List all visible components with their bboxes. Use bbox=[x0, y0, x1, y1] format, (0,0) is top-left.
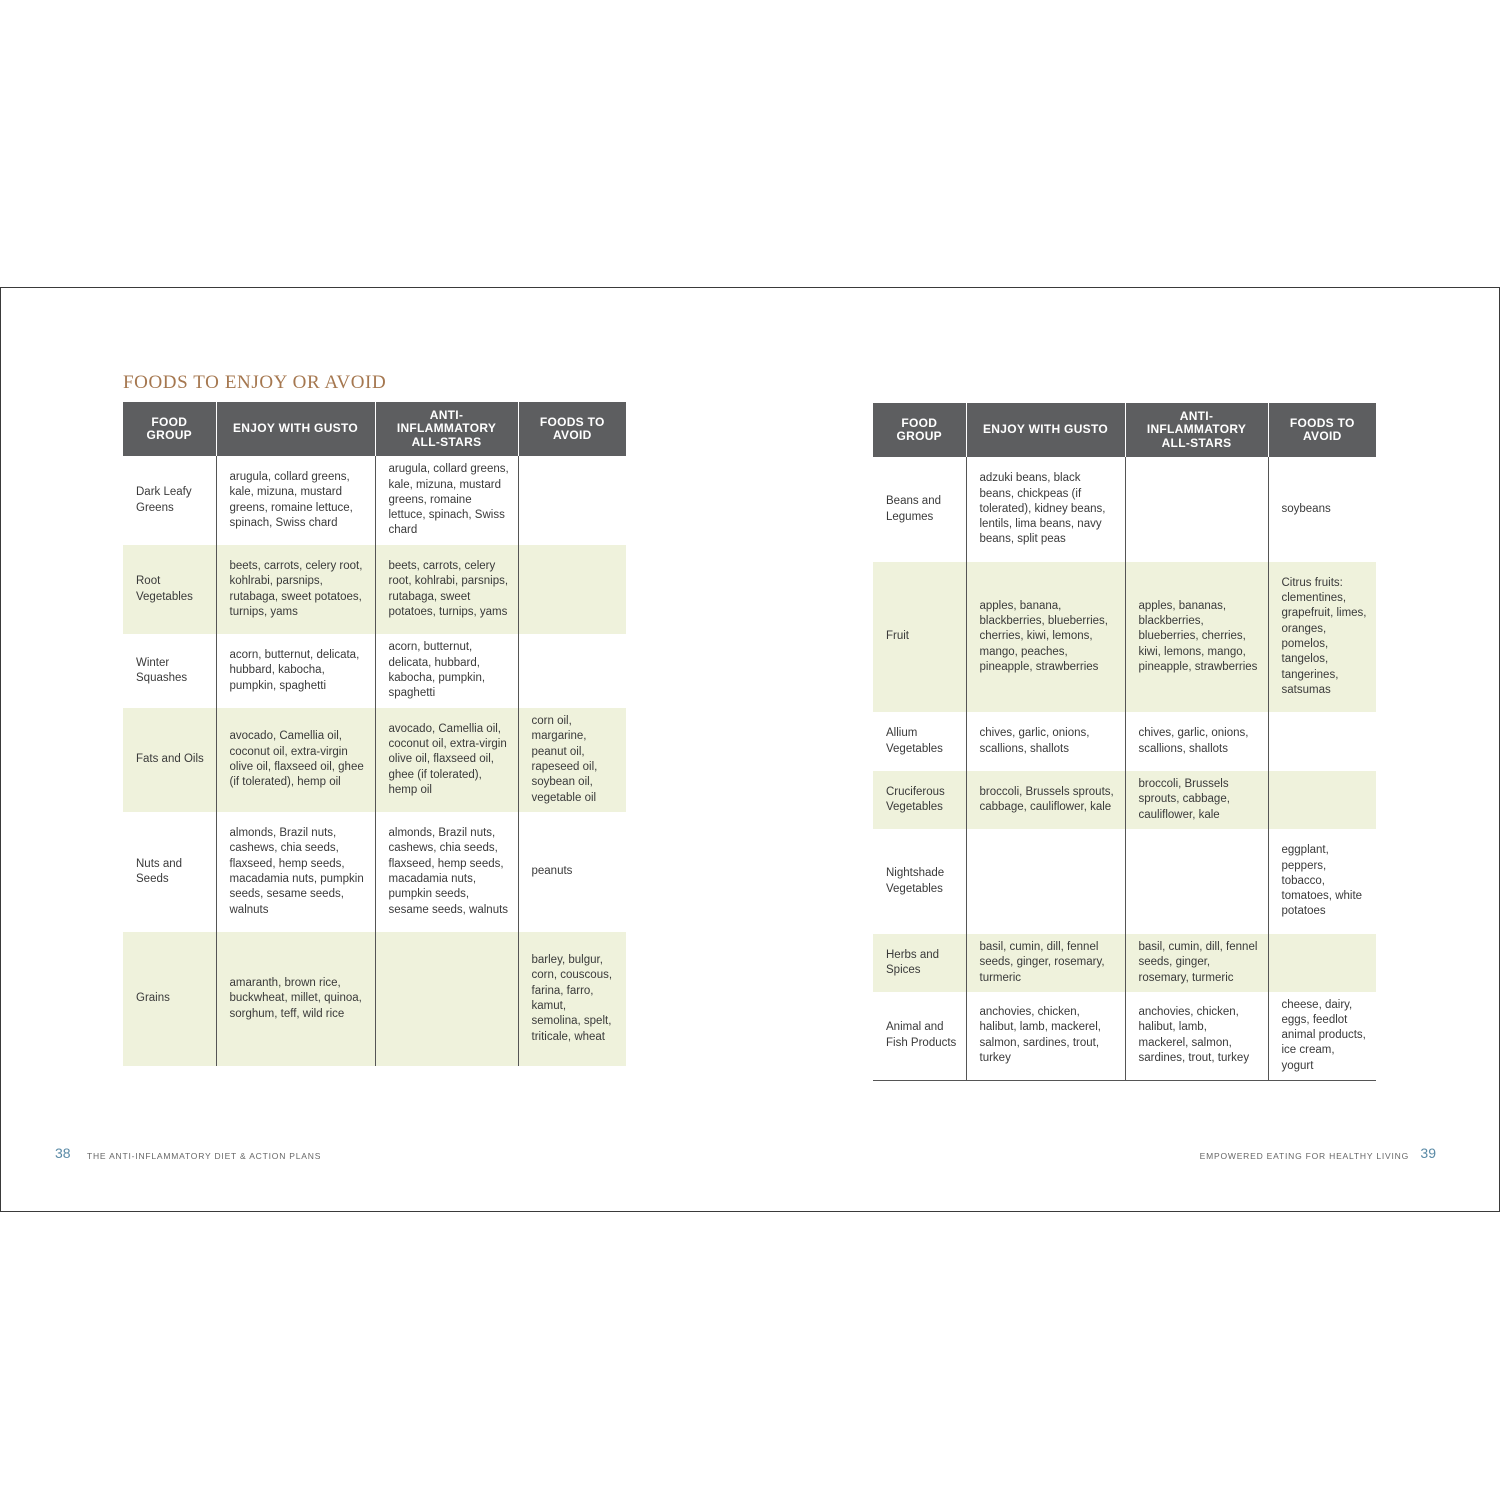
food-group-cell: Fats and Oils bbox=[123, 708, 216, 812]
food-group-cell: Beans and Legumes bbox=[886, 495, 941, 523]
enjoy-cell: almonds, Brazil nuts, cashews, chia seeds, flaxseed, hemp seeds, macadamia nuts, pumpkin seeds, sesame seeds, walnuts bbox=[216, 812, 375, 932]
allstars-cell: beets, carrots, celery root, kohlrabi, parsnips, rutabaga, sweet potatoes, turnips, yams bbox=[375, 545, 518, 634]
avoid-cell bbox=[1268, 712, 1376, 771]
allstars-cell: broccoli, Brussels sprouts, cabbage, cauliflower, kale bbox=[1125, 771, 1268, 829]
avoid-cell bbox=[1268, 934, 1376, 992]
food-group-cell: Herbs and Spices bbox=[873, 934, 966, 992]
page-number-left: 38 bbox=[55, 1145, 71, 1161]
food-group-cell: Cruciferous Vegetables bbox=[873, 771, 966, 829]
enjoy-cell: adzuki beans, black beans, chickpeas (if tolerated), kidney beans, lentils, lima beans, navy beans, split peas bbox=[966, 457, 1125, 562]
food-group-cell: Allium Vegetables bbox=[886, 727, 943, 755]
enjoy-cell: chives, garlic, onions, scallions, shallots bbox=[966, 712, 1125, 771]
enjoy-cell: arugula, collard greens, kale, mizuna, mustard greens, romaine lettuce, spinach, Swiss chard bbox=[216, 456, 375, 545]
header-food-group: FOOD GROUP bbox=[123, 402, 216, 456]
table-row bbox=[873, 934, 1376, 992]
avoid-cell bbox=[518, 545, 626, 634]
avoid-cell: peanuts bbox=[518, 812, 626, 932]
allstars-cell: avocado, Camellia oil, coconut oil, extra-virgin olive oil, flaxseed oil, ghee (if tolerated), hemp oil bbox=[375, 708, 518, 812]
table-header-row bbox=[123, 402, 626, 456]
avoid-cell bbox=[1268, 771, 1376, 829]
table-row bbox=[873, 829, 1376, 934]
avoid-cell bbox=[518, 456, 626, 545]
header-avoid: FOODS TO AVOID bbox=[1268, 403, 1376, 457]
allstars-cell: anchovies, chicken, halibut, lamb, mackerel, salmon, sardines, trout, turkey bbox=[1125, 992, 1268, 1080]
enjoy-cell: apples, banana, blackberries, blueberries, cherries, kiwi, lemons, mango, peaches, pineapple, strawberries bbox=[966, 562, 1125, 712]
avoid-cell bbox=[518, 634, 626, 708]
enjoy-cell: amaranth, brown rice, buckwheat, millet, quinoa, sorghum, teff, wild rice bbox=[216, 932, 375, 1066]
allstars-cell bbox=[375, 932, 518, 1066]
food-group-cell: Fruit bbox=[873, 562, 966, 712]
enjoy-cell: beets, carrots, celery root, kohlrabi, parsnips, rutabaga, sweet potatoes, turnips, yams bbox=[216, 545, 375, 634]
enjoy-cell bbox=[966, 829, 1125, 934]
header-food-group: FOOD GROUP bbox=[873, 403, 966, 457]
allstars-cell: acorn, butternut, delicata, hubbard, kabocha, pumpkin, spaghetti bbox=[375, 634, 518, 708]
food-group-cell: Animal and Fish Products bbox=[886, 1021, 957, 1049]
food-group-cell: Winter Squashes bbox=[136, 656, 188, 684]
table-header-row bbox=[873, 403, 1376, 457]
food-group-cell: Nuts and Seeds bbox=[136, 857, 183, 885]
food-group-cell: Nightshade Vegetables bbox=[886, 867, 945, 895]
table-row bbox=[123, 812, 626, 932]
allstars-cell: basil, cumin, dill, fennel seeds, ginger, rosemary, turmeric bbox=[1125, 934, 1268, 992]
allstars-cell: arugula, collard greens, kale, mizuna, mustard greens, romaine lettuce, spinach, Swiss chard bbox=[375, 456, 518, 545]
header-allstars: ANTI-INFLAMMATORY ALL-STARS bbox=[1125, 403, 1268, 457]
running-footer-right: EMPOWERED EATING FOR HEALTHY LIVING bbox=[1199, 1151, 1409, 1161]
table-row bbox=[123, 456, 626, 545]
enjoy-cell: basil, cumin, dill, fennel seeds, ginger, rosemary, turmeric bbox=[966, 934, 1125, 992]
food-group-cell: Grains bbox=[123, 932, 216, 1066]
table-row bbox=[123, 708, 626, 812]
allstars-cell: apples, bananas, blackberries, blueberries, cherries, kiwi, lemons, mango, pineapple, strawberries bbox=[1125, 562, 1268, 712]
table-row bbox=[873, 771, 1376, 829]
food-group-cell: Root Vegetables bbox=[123, 545, 216, 634]
enjoy-cell: acorn, butternut, delicata, hubbard, kabocha, pumpkin, spaghetti bbox=[216, 634, 375, 708]
header-enjoy: ENJOY WITH GUSTO bbox=[966, 403, 1125, 457]
table-row bbox=[123, 634, 626, 708]
running-footer-left: THE ANTI-INFLAMMATORY DIET & ACTION PLANS bbox=[87, 1151, 322, 1161]
table-row bbox=[873, 457, 1376, 562]
table-row bbox=[873, 562, 1376, 712]
allstars-cell: chives, garlic, onions, scallions, shallots bbox=[1125, 712, 1268, 771]
foods-table-right bbox=[873, 403, 1376, 1081]
allstars-cell bbox=[1125, 829, 1268, 934]
food-group-cell: Dark Leafy Greens bbox=[136, 486, 192, 514]
table-row bbox=[873, 712, 1376, 771]
avoid-cell: Citrus fruits: clementines, grapefruit, limes, oranges, pomelos, tangelos, tangerines, satsumas bbox=[1268, 562, 1376, 712]
header-allstars: ANTI-INFLAMMATORY ALL-STARS bbox=[375, 402, 518, 456]
avoid-cell: soybeans bbox=[1268, 457, 1376, 562]
header-avoid: FOODS TO AVOID bbox=[518, 402, 626, 456]
avoid-cell: eggplant, peppers, tobacco, tomatoes, white potatoes bbox=[1268, 829, 1376, 934]
table-row bbox=[123, 932, 626, 1066]
enjoy-cell: broccoli, Brussels sprouts, cabbage, cauliflower, kale bbox=[966, 771, 1125, 829]
enjoy-cell: anchovies, chicken, halibut, lamb, mackerel, salmon, sardines, trout, turkey bbox=[966, 992, 1125, 1080]
avoid-cell: cheese, dairy, eggs, feedlot animal products, ice cream, yogurt bbox=[1268, 992, 1376, 1080]
table-row bbox=[873, 992, 1376, 1080]
page-title: FOODS TO ENJOY OR AVOID bbox=[123, 372, 387, 393]
allstars-cell bbox=[1125, 457, 1268, 562]
avoid-cell: barley, bulgur, corn, couscous, farina, farro, kamut, semolina, spelt, triticale, wheat bbox=[518, 932, 626, 1066]
foods-table-left bbox=[123, 402, 626, 1066]
header-enjoy: ENJOY WITH GUSTO bbox=[216, 402, 375, 456]
page-number-right: 39 bbox=[1420, 1145, 1436, 1161]
table-row bbox=[123, 545, 626, 634]
enjoy-cell: avocado, Camellia oil, coconut oil, extra-virgin olive oil, flaxseed oil, ghee (if tolerated), hemp oil bbox=[216, 708, 375, 812]
allstars-cell: almonds, Brazil nuts, cashews, chia seeds, flaxseed, hemp seeds, macadamia nuts, pumpkin seeds, sesame seeds, walnuts bbox=[375, 812, 518, 932]
avoid-cell: corn oil, margarine, peanut oil, rapeseed oil, soybean oil, vegetable oil bbox=[518, 708, 626, 812]
